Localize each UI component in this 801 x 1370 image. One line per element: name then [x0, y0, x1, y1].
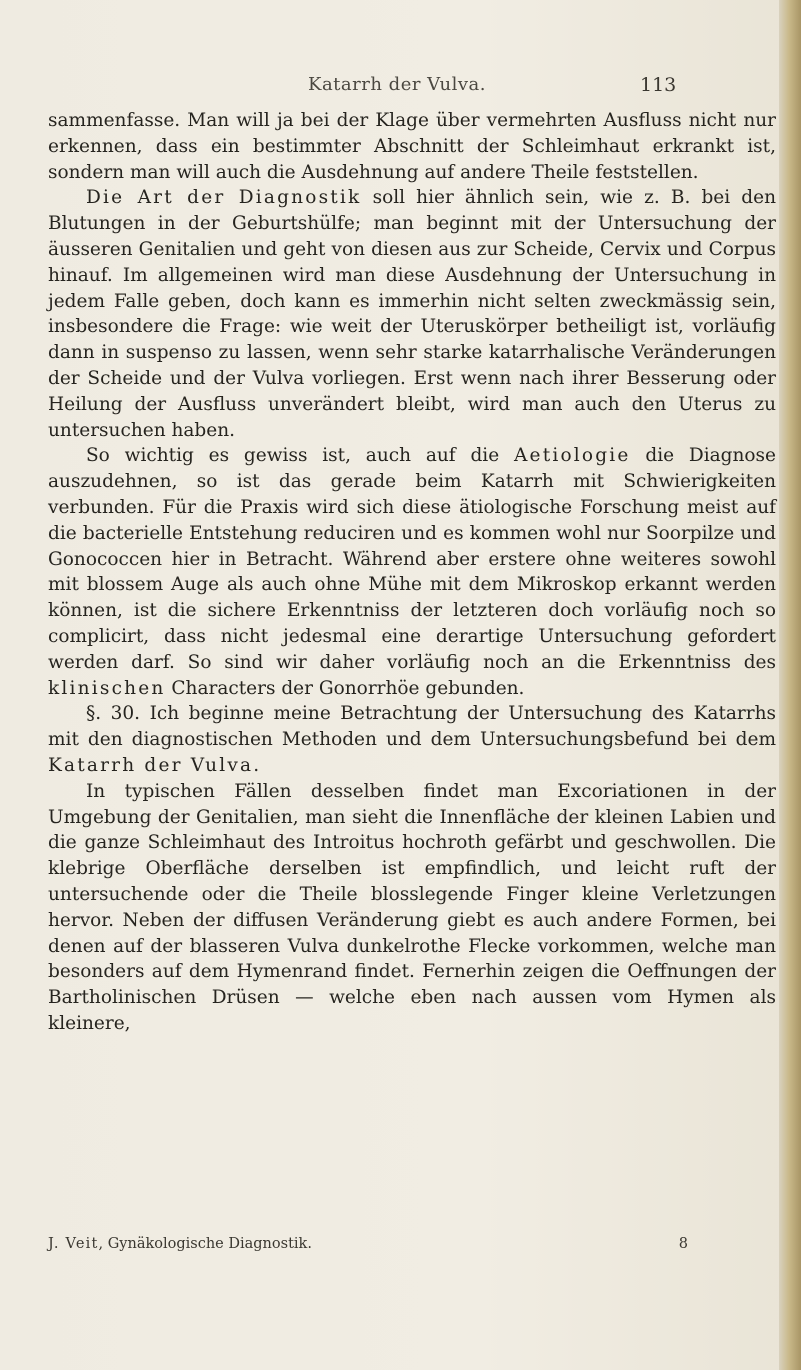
page-number: 113 — [640, 74, 677, 96]
page-footer — [48, 1236, 688, 1258]
paragraph-3: So wichtig es gewiss ist, auch auf die Aetiologie die Diagnose auszudehnen, so ist das gerade beim Katarrh mit Schwierigkeiten verbunden. Für die Praxis wird sich diese ätiologische Forschung meist auf die bacterielle Entstehung reduciren und es kommen wohl nur Soorpilze und Gonococcen hier in Betracht. Während aber erstere ohne weiteres sowohl mit blossem Auge als auch ohne Mühe mit dem Mikroskop erkannt werden können, ist die sichere Erkenntniss der letzteren doch vorläufig noch so complicirt, dass nicht jedesmal eine derartige Untersuchung gefordert werden darf. So sind wir daher vorläufig noch an die Erkenntniss des klinischen Characters der Gonorrhöe gebunden. — [48, 445, 777, 699]
paragraph-1: sammenfasse. Man will ja bei der Klage über vermehrten Ausfluss nicht nur erkennen, dass ein bestimmter Abschnitt der Schleimhaut erkrankt ist, sondern man will auch die Ausdehnung auf andere Theile feststellen. — [48, 110, 776, 183]
paragraph-5: In typischen Fällen desselben findet man Excoriationen in der Umgebung der Genitalien, man sieht die Innenfläche der kleinen Labien und die ganze Schleimhaut des Introitus hochroth gefärbt und geschwollen. Die klebrige Oberfläche derselben ist empfindlich, und leicht ruft der untersuchende oder die Theile blosslegende Finger kleine Verletzungen hervor. Neben der diffusen Veränderung giebt es auch andere Formen, bei denen auf der blasseren Vulva dunkelrothe Flecke vorkommen, welche man besonders auf dem Hymenrand findet. Fernerhin zeigen die Oeffnungen der Bartholinischen Drüsen — welche eben nach aussen vom Hymen als kleinere, — [48, 780, 776, 1034]
author-name: J. Veit — [48, 1236, 99, 1252]
spaced-term: Die Art der Diagnostik — [86, 187, 362, 209]
signature-line — [48, 1236, 312, 1252]
page-header — [0, 74, 801, 102]
paragraph-4: §. 30. Ich beginne meine Betrachtung der Untersuchung des Katarrhs mit den diagnostischen Methoden und dem Untersuchungsbefund bei dem Katarrh der Vulva. — [48, 703, 776, 776]
page-edge — [779, 0, 801, 1370]
spaced-term: Aetiologie — [513, 445, 631, 467]
running-title: Katarrh der Vulva. — [308, 74, 486, 95]
sheet-number: 8 — [678, 1236, 688, 1252]
spaced-term: klinischen — [48, 677, 166, 699]
spaced-term: Katarrh der Vulva — [48, 754, 254, 776]
paragraph-2: Die Art der Diagnostik soll hier ähnlich sein, wie z. B. bei den Blutungen in der Geburtshülfe; man beginnt mit der Untersuchung der äusseren Genitalien und geht von diesen aus zur Scheide, Cervix und Corpus hinauf. Im allgemeinen wird man diese Ausdehnung der Untersuchung in jedem Falle geben, doch kann es immerhin nicht selten zweckmässig sein, insbesondere die Frage: wie weit der Uteruskörper betheiligt ist, vorläufig dann in suspenso zu lassen, wenn sehr starke katarrhalische Veränderungen der Scheide und der Vulva vorliegen. Erst wenn nach ihrer Besserung oder Heilung der Ausfluss unverändert bleibt, wird man auch den Uterus zu untersuchen haben. — [48, 187, 776, 441]
body-text — [48, 108, 776, 1037]
book-title: , Gynäkologische Diagnostik. — [98, 1236, 312, 1252]
